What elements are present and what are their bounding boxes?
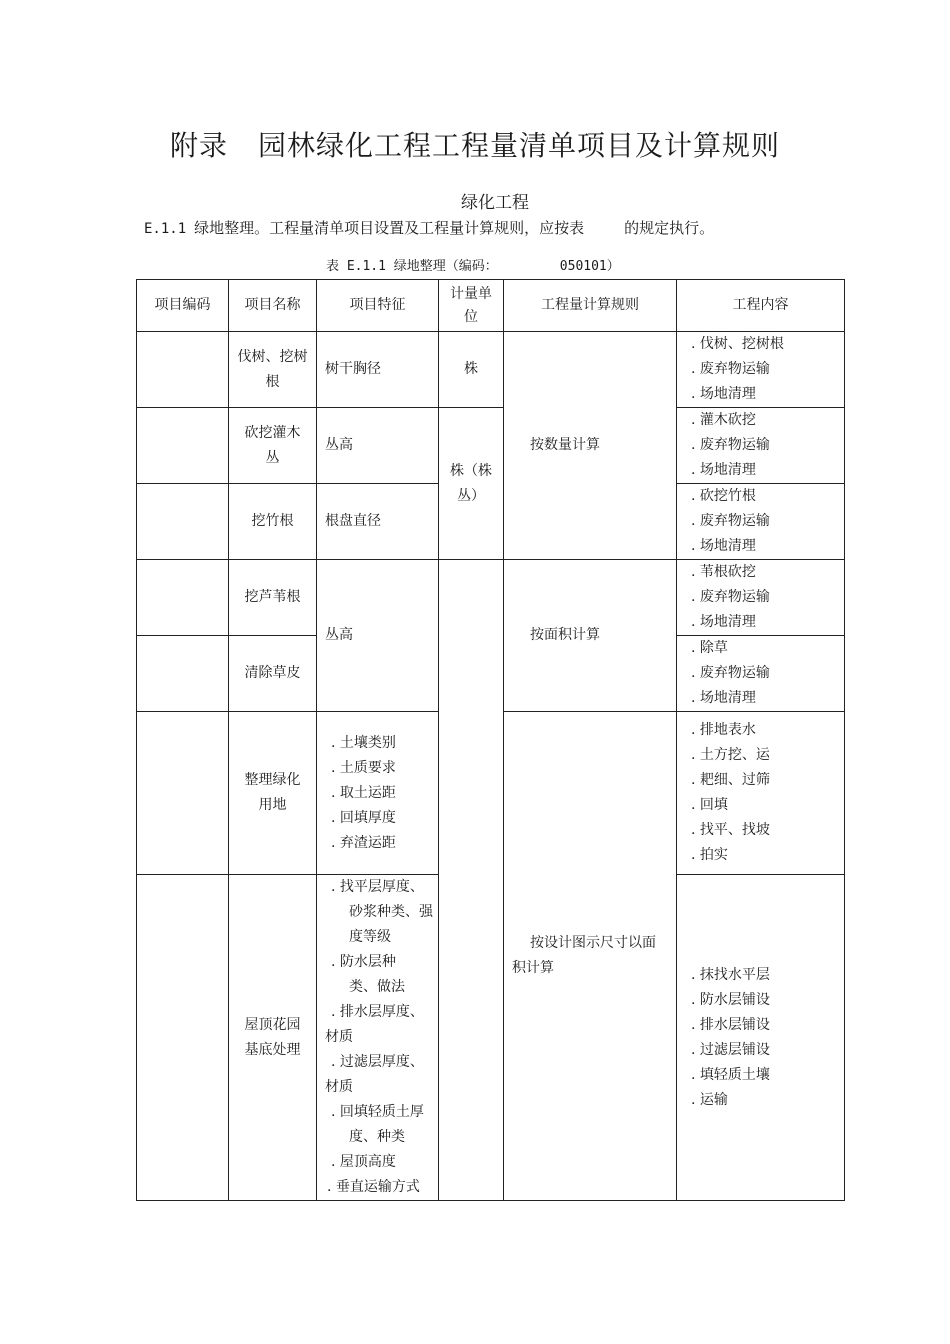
header-unit-line2: 位	[464, 308, 478, 325]
content-item: . 废弃物运输	[691, 665, 770, 681]
cell-name: 挖芦苇根	[229, 560, 317, 636]
content-item: . 耙细、过筛	[691, 772, 770, 788]
cell-unit: 株	[439, 332, 504, 408]
feature-item: . 过滤层厚度、	[331, 1054, 424, 1070]
content-item: . 回填	[691, 797, 728, 813]
content-item: . 防水层铺设	[691, 991, 770, 1008]
header-content: 工程内容	[677, 280, 845, 332]
feature-item: . 回填厚度	[331, 809, 396, 826]
cell-rule: 按面积计算	[504, 560, 677, 712]
feature-item: . 排水层厚度、	[331, 1004, 424, 1020]
cell-code	[137, 636, 229, 712]
header-name: 项目名称	[229, 280, 317, 332]
cell-unit	[439, 408, 504, 560]
cell-name	[229, 408, 317, 484]
header-unit-line1: 计量单	[450, 285, 492, 302]
cell-content	[677, 484, 845, 560]
header-feature: 项目特征	[317, 280, 439, 332]
page-title	[0, 124, 950, 164]
cell-feature: 丛高	[317, 560, 439, 712]
feature-item: 度、种类	[349, 1129, 405, 1145]
table-row	[137, 332, 845, 408]
name-line: 丛	[265, 449, 280, 466]
cell-code	[137, 560, 229, 636]
quantity-table	[136, 279, 845, 1201]
cell-name	[229, 875, 317, 1201]
content-item: . 抹找水平层	[691, 966, 770, 983]
table-row	[137, 408, 845, 484]
cell-name	[229, 332, 317, 408]
content-item: . 灌木砍挖	[691, 412, 756, 428]
cell-code	[137, 875, 229, 1201]
section-subtitle: 绿化工程	[461, 193, 529, 213]
name-line: 根	[265, 373, 280, 390]
cell-rule: 按数量计算	[504, 332, 677, 560]
rule-line: 积计算	[512, 960, 554, 976]
cell-code	[137, 408, 229, 484]
feature-item: . 土壤类别	[331, 734, 396, 751]
cell-feature	[317, 712, 439, 875]
content-item: . 场地清理	[691, 538, 756, 554]
feature-item: . 垂直运输方式	[327, 1179, 420, 1195]
name-line: 伐树、挖树	[237, 348, 308, 365]
content-item: . 排水层铺设	[691, 1016, 770, 1033]
feature-item: . 土质要求	[331, 759, 396, 776]
feature-item: . 屋顶高度	[331, 1154, 396, 1170]
cell-name: 挖竹根	[229, 484, 317, 560]
name-line: 屋顶花园	[244, 1016, 301, 1033]
header-unit	[439, 280, 504, 332]
feature-item: 砂浆种类、强	[349, 904, 433, 920]
cell-content	[677, 408, 845, 484]
cell-name	[229, 712, 317, 875]
content-item: . 场地清理	[691, 386, 756, 402]
content-item: . 场地清理	[691, 690, 756, 706]
cell-code	[137, 332, 229, 408]
content-item: . 土方挖、运	[691, 747, 770, 763]
feature-item: 材质	[325, 1029, 353, 1045]
content-item: . 运输	[691, 1091, 728, 1108]
cell-name: 清除草皮	[229, 636, 317, 712]
content-item: . 排地表水	[691, 722, 756, 738]
rule-line: 按设计图示尺寸以面	[530, 935, 656, 951]
caption-left: 表 E.1.1 绿地整理（编码：	[326, 259, 498, 274]
name-line: 整理绿化	[244, 772, 301, 788]
cell-code	[137, 484, 229, 560]
feature-item: . 取土运距	[331, 784, 396, 801]
content-item: . 苇根砍挖	[691, 564, 756, 580]
feature-item: . 回填轻质土厚	[331, 1104, 424, 1120]
feature-item: 类、做法	[349, 979, 405, 995]
title-appendix: 附录	[169, 129, 228, 162]
feature-item: 材质	[325, 1079, 353, 1095]
feature-item: . 防水层种	[331, 954, 396, 970]
intro-text-1: 绿地整理。工程量清单项目设置及工程量计算规则，应按表	[194, 219, 585, 237]
content-item: . 找平、找坡	[691, 822, 770, 838]
cell-unit	[439, 560, 504, 1201]
content-item: . 填轻质土壤	[691, 1066, 770, 1083]
feature-item: 度等级	[349, 929, 391, 945]
content-item: . 伐树、挖树根	[691, 336, 784, 352]
header-rule: 工程量计算规则	[504, 280, 677, 332]
content-item: . 场地清理	[691, 614, 756, 630]
header-code: 项目编码	[137, 280, 229, 332]
cell-feature: 丛高	[317, 408, 439, 484]
content-item: . 过滤层铺设	[691, 1041, 770, 1058]
unit-line: 丛）	[457, 487, 485, 504]
intro-text-2: 的规定执行。	[624, 219, 715, 237]
content-item: . 拍实	[691, 847, 728, 863]
title-main: 园林绿化工程工程量清单项目及计算规则	[258, 129, 781, 162]
feature-item: . 弃渣运距	[331, 834, 396, 851]
cell-content	[677, 875, 845, 1201]
cell-feature	[317, 875, 439, 1201]
unit-line: 株（株	[450, 462, 492, 479]
content-item: . 废弃物运输	[691, 437, 770, 453]
name-line: 基底处理	[244, 1041, 301, 1058]
content-item: . 场地清理	[691, 462, 756, 478]
caption-right: 050101）	[559, 259, 620, 274]
intro-paragraph	[144, 217, 714, 238]
name-line: 砍挖灌木	[244, 424, 301, 441]
cell-content	[677, 560, 845, 636]
cell-feature: 树干胸径	[317, 332, 439, 408]
cell-content	[677, 636, 845, 712]
content-item: . 废弃物运输	[691, 361, 770, 377]
cell-content	[677, 332, 845, 408]
name-line: 用地	[258, 797, 287, 813]
cell-code	[137, 712, 229, 875]
table-row	[137, 560, 845, 636]
intro-code: E.1.1	[144, 221, 187, 237]
table-header-row	[137, 280, 845, 332]
cell-rule	[504, 712, 677, 1201]
content-item: . 除草	[691, 640, 728, 656]
feature-item: . 找平层厚度、	[331, 879, 424, 895]
table-caption	[326, 255, 620, 274]
content-item: . 砍挖竹根	[691, 488, 756, 504]
cell-content	[677, 712, 845, 875]
content-item: . 废弃物运输	[691, 513, 770, 529]
cell-feature: 根盘直径	[317, 484, 439, 560]
content-item: . 废弃物运输	[691, 589, 770, 605]
